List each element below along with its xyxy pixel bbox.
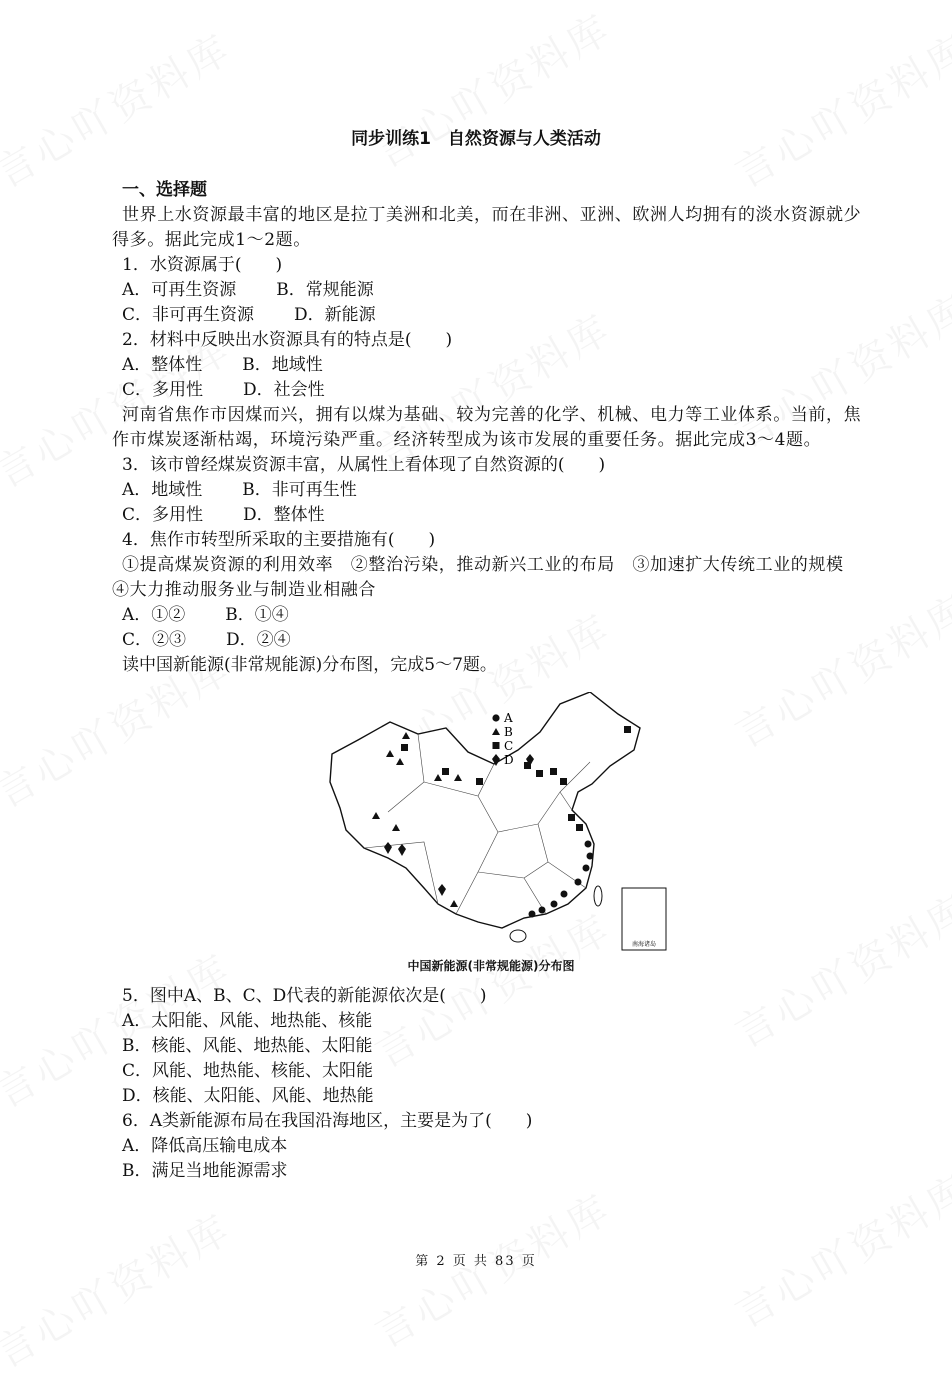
- china-map: [328, 692, 668, 954]
- option: A．可再生资源: [122, 280, 237, 300]
- marker-a: [587, 853, 594, 860]
- marker-c: [624, 726, 631, 733]
- option-row: [112, 278, 870, 303]
- china-outline: [330, 692, 640, 928]
- marker-c: [442, 768, 449, 775]
- page-footer: 第 2 页 共 83 页: [415, 1254, 537, 1269]
- material-1: 世界上水资源最丰富的地区是拉丁美洲和北美，而在非洲、亚洲、欧洲人均拥有的淡水资源就少得多。据此完成1～2题。: [112, 205, 862, 250]
- marker-c: [476, 778, 483, 785]
- measures-list: ①提高煤炭资源的利用效率 ②整治污染，推动新兴工业的布局 ③加速扩大传统工业的规模 ④大力推动服务业与制造业相融合: [112, 555, 862, 600]
- option-row: [112, 353, 870, 378]
- option: C．风能、地热能、核能、太阳能: [122, 1061, 374, 1081]
- legend-a-icon: [492, 714, 499, 721]
- legend-c-label: C: [504, 739, 514, 753]
- page-title: 同步训练1 自然资源与人类活动: [351, 129, 601, 149]
- marker-a: [529, 911, 536, 918]
- legend-b-label: B: [504, 725, 513, 739]
- option: C．多用性: [122, 380, 204, 400]
- option: D．整体性: [243, 505, 325, 525]
- watermark: [723, 18, 952, 199]
- energy-map-figure: [112, 684, 870, 984]
- legend-c-icon: [493, 742, 500, 749]
- option: A．①②: [122, 605, 186, 625]
- option: D．②④: [226, 630, 291, 650]
- inset-label: 南海诸岛: [631, 941, 657, 948]
- material-3: 读中国新能源(非常规能源)分布图，完成5～7题。: [122, 655, 497, 675]
- option: D．社会性: [243, 380, 325, 400]
- watermark: [723, 1158, 952, 1339]
- map-caption: 中国新能源(非常规能源)分布图: [407, 959, 575, 973]
- option: C．②③: [122, 630, 187, 650]
- option: D．核能、太阳能、风能、地热能: [122, 1086, 374, 1106]
- marker-c: [576, 824, 583, 831]
- option-row: [112, 478, 870, 503]
- watermark: [0, 18, 241, 199]
- section-heading: 一、选择题: [122, 180, 207, 200]
- question-6: 6．A类新能源布局在我国沿海地区，主要是为了( ): [122, 1111, 533, 1131]
- option-row: [112, 503, 870, 528]
- watermark: [363, 0, 620, 179]
- marker-a: [583, 865, 590, 872]
- option: A．太阳能、风能、地热能、核能: [122, 1011, 373, 1031]
- legend-b-icon: [492, 728, 500, 735]
- option: A．地域性: [122, 480, 203, 500]
- marker-c: [560, 778, 567, 785]
- option: B．地域性: [242, 355, 323, 375]
- marker-a: [539, 907, 546, 914]
- option: B．常规能源: [276, 280, 374, 300]
- option: D．新能源: [294, 305, 376, 325]
- question-3: 3．该市曾经煤炭资源丰富，从属性上看体现了自然资源的( ): [122, 455, 606, 475]
- question-1: 1．水资源属于( ): [122, 255, 283, 275]
- watermark: [0, 1198, 241, 1379]
- legend-a-label: A: [504, 711, 513, 725]
- taiwan-island: [594, 886, 602, 906]
- hainan-island: [510, 930, 526, 942]
- option: C．多用性: [122, 505, 204, 525]
- question-2: 2．材料中反映出水资源具有的特点是( ): [122, 330, 453, 350]
- option: A．整体性: [122, 355, 203, 375]
- option: B．非可再生性: [242, 480, 357, 500]
- marker-a: [575, 879, 582, 886]
- option-row: [112, 378, 870, 403]
- option-row: [112, 303, 870, 328]
- legend-d-label: D: [504, 753, 514, 767]
- option: B．①④: [225, 605, 289, 625]
- option-row: [112, 603, 870, 628]
- document-body: [112, 178, 870, 1184]
- marker-a: [551, 901, 558, 908]
- option: C．非可再生资源: [122, 305, 255, 325]
- marker-c: [550, 768, 557, 775]
- marker-c: [568, 814, 575, 821]
- option: A．降低高压输电成本: [122, 1136, 288, 1156]
- marker-c: [401, 744, 408, 751]
- option-row: [112, 628, 870, 653]
- marker-a: [585, 841, 592, 848]
- question-5: 5．图中A、B、C、D代表的新能源依次是( ): [122, 986, 487, 1006]
- question-4: 4．焦作市转型所采取的主要措施有( ): [122, 530, 436, 550]
- material-2: 河南省焦作市因煤而兴，拥有以煤为基础、较为完善的化学、机械、电力等工业体系。当前，焦作市煤炭逐渐枯竭，环境污染严重。经济转型成为该市发展的重要任务。据此完成3～4题。: [112, 405, 862, 450]
- marker-c: [536, 770, 543, 777]
- option: B．满足当地能源需求: [122, 1161, 288, 1181]
- option: B．核能、风能、地热能、太阳能: [122, 1036, 373, 1056]
- marker-a: [561, 891, 568, 898]
